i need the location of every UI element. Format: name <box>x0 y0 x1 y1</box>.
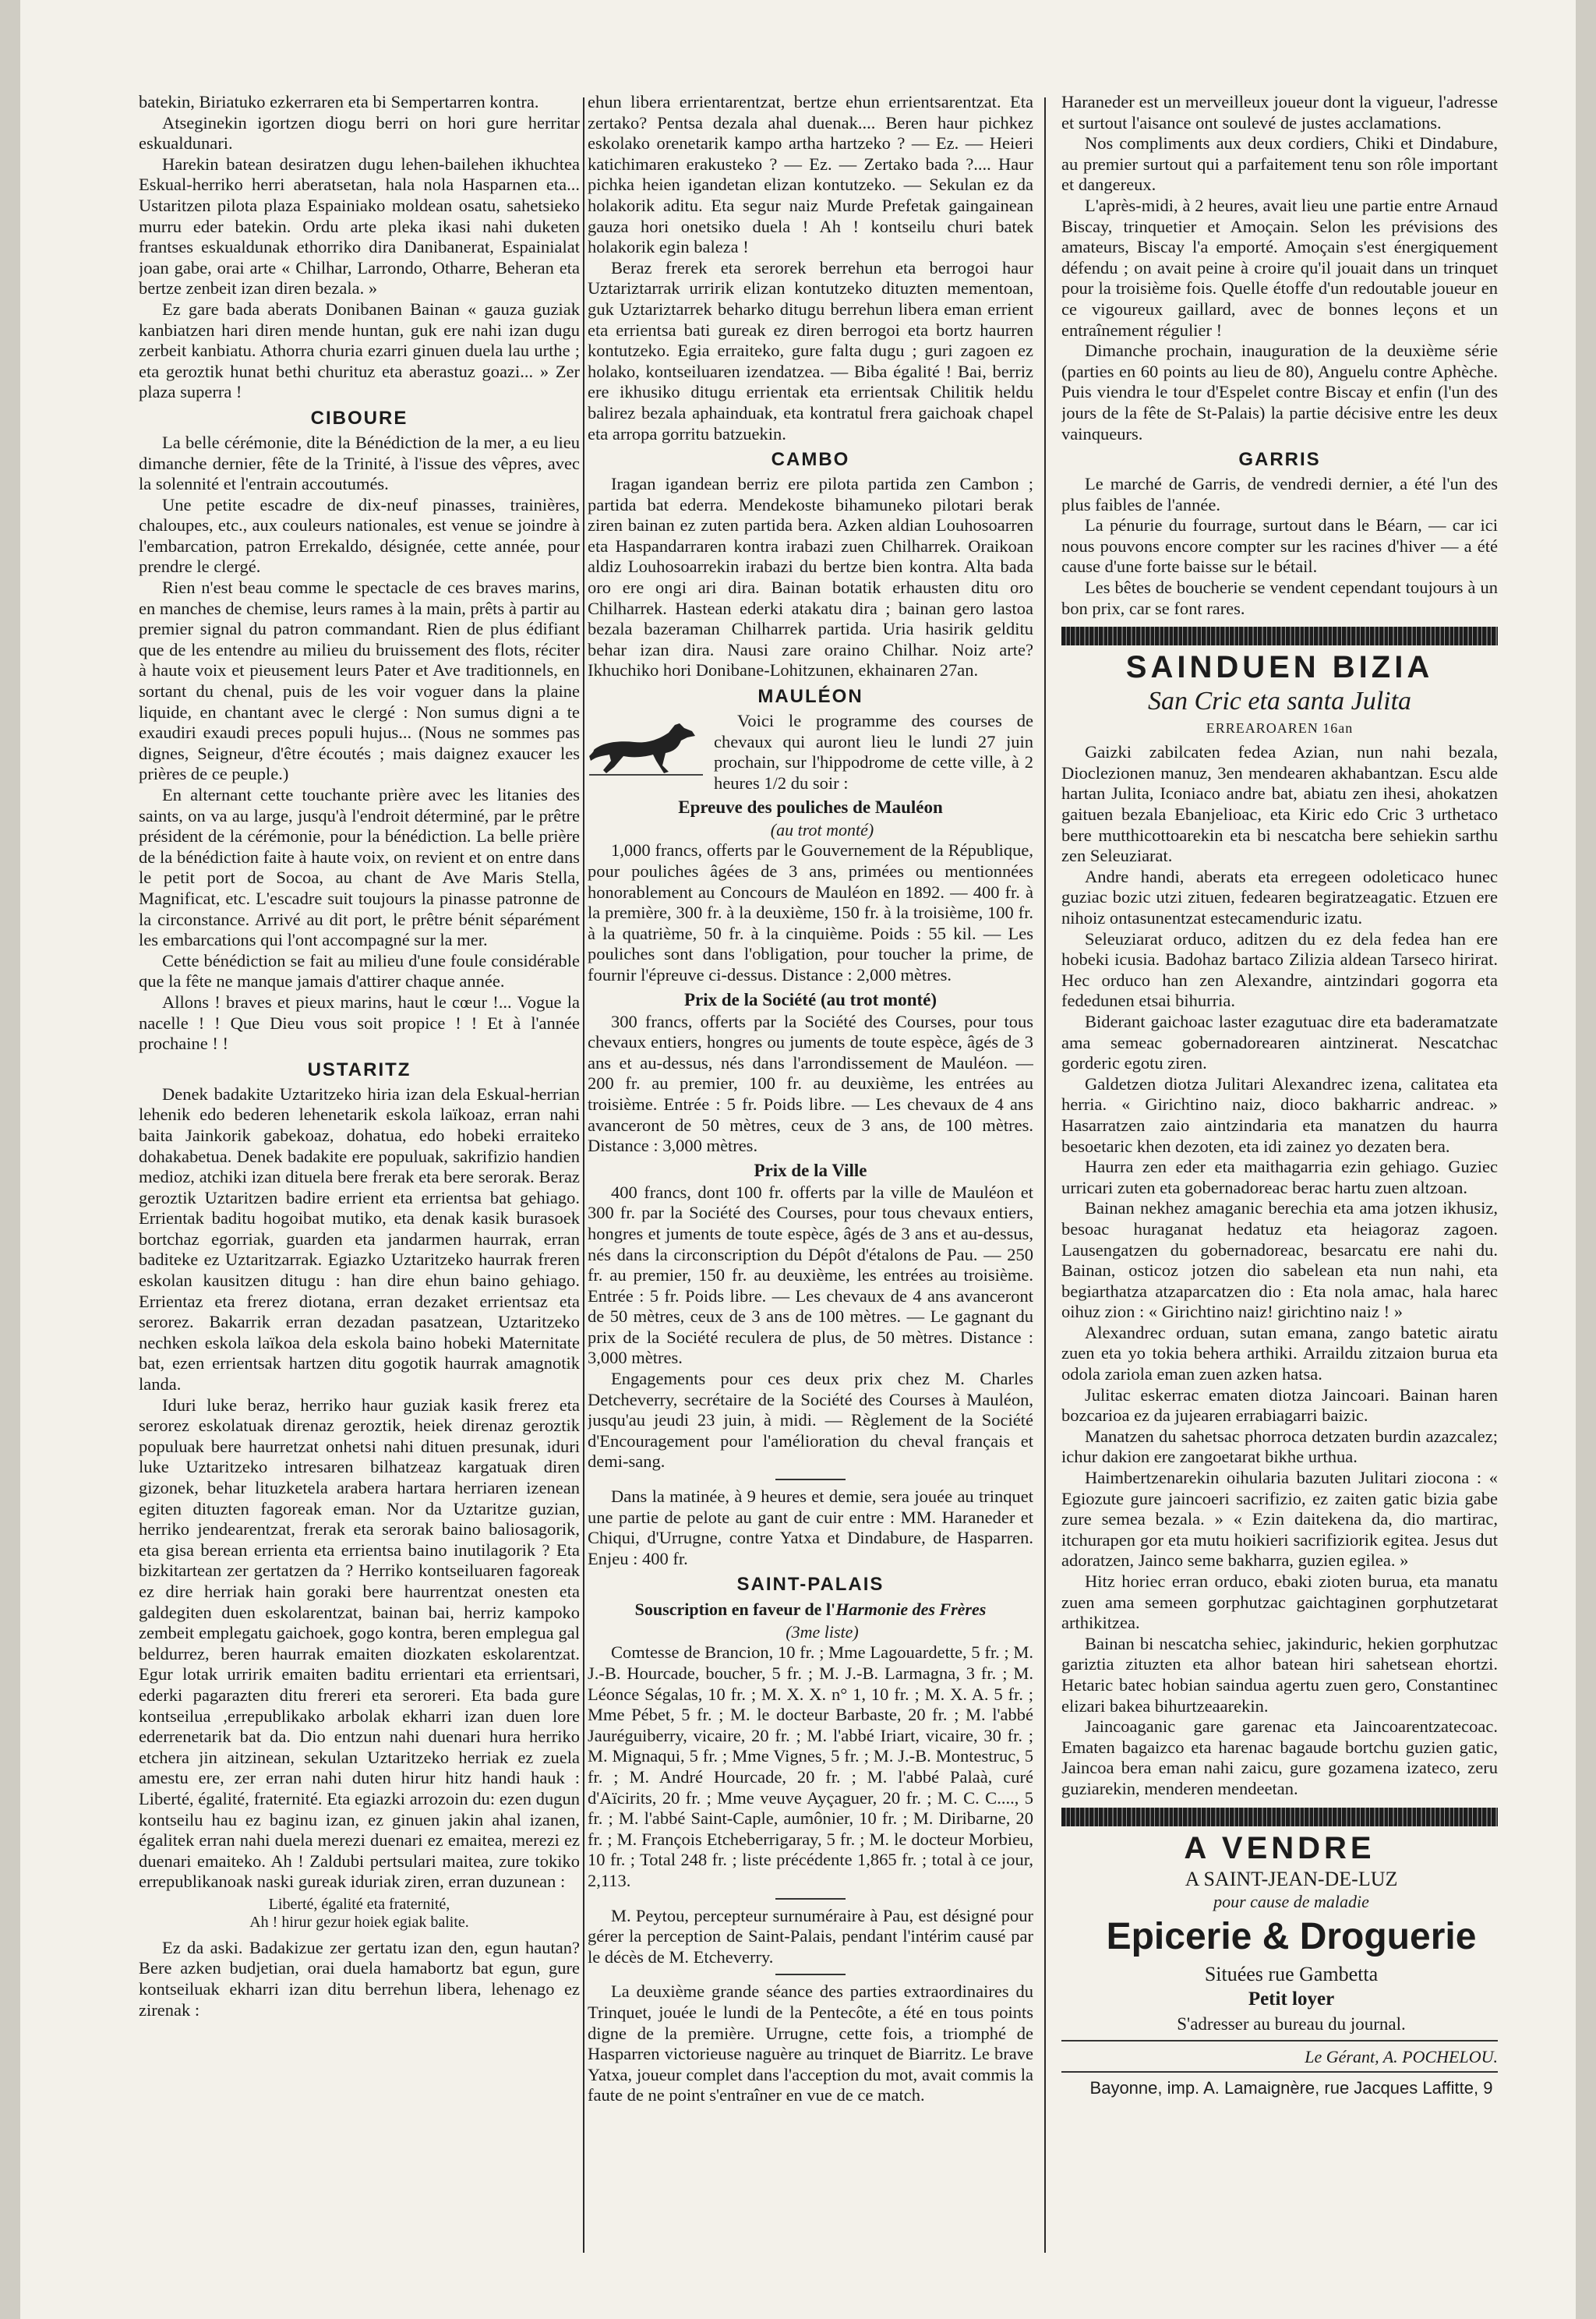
paragraph: Andre handi, aberats eta erregeen odoleticaco hunec guziac bozic utzi zituen, fedearen begiratzeagatic. Etzuen ere nihoiz ontasunentzat estecamenduric izatu. <box>1061 866 1498 928</box>
section-heading-mauleon: MAULÉON <box>757 686 863 708</box>
paragraph: Harekin batean desiratzen dugu lehen-bailehen ikhuchtea Eskual-herriko herri aberatsetan, hala nola Hasparnen eta... Ustaritzen pilota plaza Espainiako moldean osatu, sahetsieko murru eder batekin. Ordu arte pleka ikasi nahi duketen frantses eskualdunak ethorriko dira Danibanerat, Espainialat joan gabe, orai arte « Chilhar, Larrondo, Otharre, Beheran eta bertze zenbeit izan diren bezala. » <box>139 154 580 299</box>
paragraph: Cette bénédiction se fait au milieu d'une foule considérable que la fête ne manque jamais d'attirer chaque année. <box>139 950 580 992</box>
paragraph: Julitac eskerrac ematen diotza Jaincoari. Bainan haren bozcarioa ez da jujearen errabiagarri baizic. <box>1061 1384 1498 1426</box>
printer-imprint: Bayonne, imp. A. Lamaignère, rue Jacques Laffitte, 9 <box>1089 2077 1493 2098</box>
paragraph: ehun libera errientarentzat, bertze ehun errientsarentzat. Eta zertako? Pentsa dezala ahal duenak.... Beren haur pichkez eskolako orenetarik kampo artha hartzeko ? — Ez. — Heieri katichimaren erakusteko ? — Ez. — Zertako bada ?.... Haur pichka heien igandetan elizan kontutzeko. — Sekulan ez da holakorik aditu. Eta segur naiz Murde Prefetak gaingainean gauza hori onetsiko duela ! Ah ! kontseilu churi batek holakorik egin baleza ! <box>588 92 1033 257</box>
advert-location: Situées rue Gambetta <box>1204 1962 1379 1985</box>
paragraph: L'après-midi, à 2 heures, avait lieu une partie entre Arnaud Biscay, trinquetier et Amoçain. Selon les prévisions des amateurs, Biscay l'a emporté. Amoçain s'est énergiquement défendu ; on avait peine à croire qu'il jouait dans un trinquet pour la troisième fois. Quelle étoffe d'un redoutable joueur en ce vigoureux gaillard, avec de bonnes leçons et un entraînement régulier ! <box>1061 195 1498 340</box>
paragraph: La belle cérémonie, dite la Bénédiction de la mer, a eu lieu dimanche dernier, fête de la Trinité, à l'issue des vêpres, avec la solennité et l'entrain accoutumés. <box>139 432 580 494</box>
paragraph: Beraz frerek eta serorek berrehun eta berrogoi haur Uztariztarrak urririk elizan kontutzeko dituzten mementoan, guk Uztariztarrek beharko ditugu berrehun libera eman errient eta errientsa bati gureak ez diren berrogoi eta bortz haurren kontutzeko. Egia erraiteko, gure falta dugu ; guri zagoen ez holako, kontseiluaren izendatzea. — Biba égalité ! Bai, berriz ere ikhusiko ditugu errientak eta errientsak Chilitik heldu balirez bezala aphainduak, eta kontratul frera gaichoak chapel eta arropa gorritu batzuekin. <box>588 257 1033 444</box>
paragraph: Haimbertzenarekin oihularia bazuten Julitari ziocona : « Egiozute gure jaincoeri sacrifizio, ez zaiten gatic bizia gabe zure semea bezala. » « Ezin daitekena da, dio martirac, itchurapen gor eta mutu hoikieri sacrifiziorik egitea. Jesus dut adoratzen, Jainco seme bakharra, guzien egilea. » <box>1061 1468 1498 1571</box>
paragraph: Comtesse de Brancion, 10 fr. ; Mme Lagouardette, 5 fr. ; M. J.-B. Hourcade, boucher, 5 fr. ; M. J.-B. Larmagna, 3 fr. ; M. Léonce Ségalas, 10 fr. ; M. X. X. n° 1, 10 fr. ; M. X. A. 5 fr. ; Mme Pébet, 5 fr. ; M. le docteur Barbaste, 20 fr. ; M. l'abbé Jauréguiberry, vicaire, 20 fr. ; M. l'abbé Iriart, vicaire, 30 fr. ; M. Mignaqui, 5 fr. ; Mme Vignes, 5 fr. ; M. J.-B. Montestruc, 5 fr. ; M. André Hourcade, 20 fr. ; M. l'abbé Palaà, curé d'Aïcirits, 20 fr. ; Mme veuve Ayçaguer, 20 fr. ; M. C. C...., 5 fr. ; M. l'abbé Saint-Caple, aumônier, 10 fr. ; M. Diribarne, 20 fr. ; M. François Etcheberrigaray, 5 fr. ; M. le docteur Morbieu, 10 fr. ; Total 248 fr. ; liste précédente 1,865 fr. ; total à ce jour, 2,113. <box>588 1642 1033 1890</box>
paragraph: Gaizki zabilcaten fedea Azian, nun nahi bezala, Dioclezionen manuz, 3en mendearen akhabantzan. Escu alde hartan Julita, Iconiaco andre bat, abiatu zen ihesi, ahokatzen gaituen bezala Ebanjelioac, eta Kiric edo Cric 3 urthetaco bere mutthicottoarekin eta bi nescatcha bere sehiekin sarthu zen Seleuziarat. <box>1061 742 1498 866</box>
page-edge-right <box>1576 0 1596 2319</box>
paragraph: Bainan nekhez amaganic berechia eta ama jotzen ikhusiz, besoac huraganat hedatuz eta heiagoraz zagoen. Lausengatzen du gobernadoreac, besarcatu ere nahi du. Bainan, osticoz jotzen dio sabelean eta nun nahi, eta begiarthatza atzaparcatzen dio : Eta nola amac, hala harec oihuz zion : « Girichtino naiz! girichtino naiz ! » <box>1061 1198 1498 1322</box>
feast-date: ERREAROAREN 16an <box>1206 720 1354 737</box>
section-heading-cambo: CAMBO <box>771 449 850 471</box>
column-2 <box>588 92 1033 2290</box>
race-title: Prix de la Ville <box>754 1160 867 1180</box>
column-1 <box>139 92 580 2290</box>
subscription-prefix: Souscription en faveur de l' <box>634 1600 836 1620</box>
section-heading-ustaritz: USTARITZ <box>307 1059 411 1080</box>
paragraph: En alternant cette touchante prière avec les litanies des saints, on va au large, jusqu'à l'endroit déterminé, par le prêtre président de la cérémonie, pour la bénédiction. La belle prière de la bénédiction faite à haute voix, on revient et on entre dans le petit port de Socoa, au chant de Ave Maris Stella, Magnificat, etc. L'escadre suit toujours la pinasse patronne de la circonstance. Arrivé au dit port, le prêtre bénit séparément les embarcations qui l'ont accompagné sur la mer. <box>139 785 580 950</box>
advert-title: A VENDRE <box>1184 1830 1375 1865</box>
paragraph: Bainan bi nescatcha sehiec, jakinduric, hekien gorphutzac gariztia zituzten eta alhor batean hiri sahetsean ehortzi. Hetaric batec hobian saindua agertu zuen gero, Constantinec elizari bakea bihurtzeaarekin. <box>1061 1633 1498 1716</box>
paragraph: Haurra zen eder eta maithagarria ezin gehiago. Guziec urricari zuten eta gobernadoreac berac hartu zuen altzoan. <box>1061 1157 1498 1197</box>
paragraph: Jaincoaganic gare garenac eta Jaincoarentzatecoac. Ematen bagaizco eta harenac bagaude bortchu guzien gatic, Jaincoa bera eman nahi zaicu, gure gozamena izateco, zeru guziarekin, menderen mendeetan. <box>1061 1716 1498 1798</box>
imprint-rule <box>1061 2071 1498 2073</box>
verse-line: Liberté, égalité eta fraternité, <box>268 1895 450 1913</box>
paragraph: Atseginekin igortzen diogu berri on hori gure herritar eskualdunari. <box>139 112 580 154</box>
manager-signature: Le Gérant, A. POCHELOU. <box>1305 2046 1498 2066</box>
paragraph: Le marché de Garris, de vendredi dernier, a été l'un des plus faibles de l'année. <box>1061 474 1498 514</box>
column-3 <box>1061 92 1498 2290</box>
separator <box>775 1479 846 1480</box>
paragraph: Iduri luke beraz, herriko haur guziak kasik frerez eta serorez eskolatuak direnaz geroztik, heiek direnaz geroztik populuak bere haurretzat onhetsi nahi dituen presunak, iduri luke Uztaritzeko intresaren bilhatzeaz kargatuak diren gizonek, behar lituzketela arabera hartara herriaren izenean egiten dituzten fagoreak eman. Nor da Uztaritze guzian, herriko jendearentzat, frerak eta serorak baino baliosagorik, eta gisa berean errienta eta errientsa baino inutilagorik ? Eta bizkitartean zer gertatzen da ? Herriko kontseiluaren fagoreak ez dire herriak hain goraki bere haurrentzat onesten eta galdegiten duen eskolarentzat, bainan bai, herriz kampoko zembeit emplegatu gaichoek, gogo kontra, beren emplegua gal beldurrez, beren haurrak emaiten diozkaten eskolarentzat. Egur lotak urririk emaiten baditu errientari eta errientsari, ederki pagarazten ditu frereri eta serorerі. Eta bada gure kontseilua ,errepublikako arbolak ekharri izan duen lore ederrenetarik bat da. Dio entzun nahi duenari hura herriko etchera jin aitzinean, sekulan Uztaritzeko herriak ez zuela amestu ere, zer erran nahi duten hirur hitz handi hauk : Liberté, égalité, fraternité. Eta egiazki arrozoin du: ezen dugun kontseilu hau ez baginu izan, ez ginuen jakin ahal izanen, égalitek erran nahi duela merezi duenari ez emaitea, merezi ez duenari emaiteko. Ah ! Zaldubi pertsulari maitea, zure tokiko errepublikanoak naski gureak iduriak ziren, erran duzunean : <box>139 1395 580 1892</box>
paragraph: M. Peytou, percepteur surnuméraire à Pau, est désigné pour gérer la perception de Saint-Palais, pendant l'intérim causé par le décès de M. Etcheverry. <box>588 1905 1033 1967</box>
paragraph: Les bêtes de boucherie se vendent cependant toujours à un bon prix, car se font rares. <box>1061 578 1498 618</box>
advert-reason: pour cause de maladie <box>1213 1891 1369 1911</box>
page-edge-left <box>0 0 20 2319</box>
list-number: (3me liste) <box>786 1622 859 1642</box>
ornamental-band <box>1061 627 1498 645</box>
paragraph: Manatzen du sahetsac phorroca detzaten burdin azazcalez; ichur dakion ere zangoetarat bikhe urthua. <box>1061 1426 1498 1467</box>
section-heading-garris: GARRIS <box>1238 449 1321 471</box>
paragraph: Nos compliments aux deux cordiers, Chiki et Dindabure, au premier surtout qui a parfaitement tenu son rôle important et dangereux. <box>1061 133 1498 195</box>
verse-line: Ah ! hirur gezur hoiek egiak balite. <box>249 1913 469 1931</box>
paragraph: Denek badakite Uztaritzeko hiria izan dela Eskual-herrian lehenik edo bederen lehenetarik eskola laïkoaz, erran nahi baita Jainkorik gabekoaz, dohatua, edo hobeki erraiteko dohakabetua. Denek badakite ere populuak, sakrifizio handien medioz, atchiki izan dituela bere frerak eta bere serorak. Beraz geroztik Uztaritzen badire errient eta errientsa bat gehiago. Errientak baditu hogoibat mutiko, eta denak kasik burasoek bortchaz egorriak, guarden eta jandarmen haurrak, erran baditeke ez Uztaritzarrak. Egiazko Uztaritzeko haurrak freren eskolan kausitzen ditugu : han dire ehun baino gehiago. Errientaz eta frerez diotana, erran dezaket errientsaz eta serorez. Bakarrik erran dezadan pasatzean, Uztaritzeko nechken eskola laïkoa dela eskola baino hobeki Maternitate bat, ezen errientsak hartzen ditu gogotik haurrak amagnotik landa. <box>139 1083 580 1395</box>
paragraph: La deuxième grande séance des parties extraordinaires du Trinquet, jouée le lundi de la Pentecôte, a été en tous points digne de la première. Urrugne, cette fois, a triomphé de Hasparren victorieuse naguère au trinquet de Biarritz. Le brave Yatxa, joueur complet dans l'acception du mot, avait commis la faute de ne point s'entraîner en vue de ce match. <box>588 1981 1033 2105</box>
paragraph: 1,000 francs, offerts par le Gouvernement de la République, pour pouliches âgées de 3 ans, primées ou mentionnées honorablement au Concours de Mauléon en 1892. — 400 fr. à la première, 300 fr. à la deuxième, 150 fr. à la troisième, 100 fr. à la quatrième, 50 fr. à la cinquième. Poids : 55 kil. — Les pouliches sont dans l'obligation, pour toucher la prime, de fournir l'épreuve ci-dessus. Distance : 2,000 mètres. <box>588 840 1033 985</box>
column-rule-1 <box>583 97 584 2253</box>
paragraph: Une petite escadre de dix-neuf pinasses, trainières, chaloupes, etc., aux couleurs nationales, est venue se joindre à l'embarcation, patron Errekaldo, désignée, cette année, pour prendre le clergé. <box>139 494 580 577</box>
race-title: Epreuve des pouliches de Mauléon <box>678 797 943 818</box>
paragraph: Ez gare bada aberats Donibanen Bainan « gauza guziak kanbiatzen hari diren mende huntan, guk ere nahi izan dugu zerbeit kanbiatu. Athorra churia ezarri ginuen duela lau urthe ; eta geroztik hunat bethi churituz eta aberastuz goazi... » Zer plaza superra ! <box>139 299 580 402</box>
paragraph: 300 francs, offerts par la Société des Courses, pour tous chevaux entiers, hongres ou juments de toute espèce, âgés de 3 ans et au-dessus, nés dans l'arrondissement de Mauléon. — 200 fr. au premier, 100 fr. au deuxième, les entrées au troisième. Entrée : 5 fr. Poids libre. — Les chevaux de 4 ans avanceront de 50 mètres, ceux de 3 ans, de 100 mètres. Distance : 3,000 mètres. <box>588 1011 1033 1156</box>
race-subtitle: (au trot monté) <box>770 820 874 840</box>
race-title: Prix de la Société (au trot monté) <box>683 989 937 1009</box>
paragraph: batekin, Biriatuko ezkerraren eta bi Sempertarren kontra. <box>139 92 539 111</box>
paragraph: Biderant gaichoac laster ezagutuac dire eta baderamatzate ama semeac gobernadorearen aintzinerat. Nescatchac gorderic egotu ziren. <box>1061 1011 1498 1073</box>
paragraph: Engagements pour ces deux prix chez M. Charles Detcheverry, secrétaire de la Société des Courses à Mauléon, jusqu'au jeudi 23 juin, à midi. — Règlement de la Société d'Encouragement pour l'amélioration du cheval français et demi-sang. <box>588 1369 1033 1472</box>
subscription-name: Harmonie des Frères <box>835 1600 987 1620</box>
paragraph: Voici le programme des courses de chevaux qui auront lieu le lundi 27 juin prochain, sur l'hippodrome de cette ville, à 2 heures 1/2 du soir : <box>714 711 1033 793</box>
paragraph: 400 francs, dont 100 fr. offerts par la ville de Mauléon et 300 fr. par la Société des Courses, pour tous chevaux entiers, hongres et juments de toute espèce, âgés de 3 ans et au-dessus, nés dans la circonscription du Dépôt d'étalons de Pau. — 250 fr. au premier, 150 fr. au deuxième, les entrées au troisième. Entrée : 5 fr. Poids libre. — Les chevaux de 4 ans avanceront de 50 mètres, ceux de 3 ans de 100 mètres. — Le gagnant du prix de la Société reculera de plus, de 50 mètres. Distance : 3,000 mètres. <box>588 1182 1033 1368</box>
column-rule-2 <box>1044 97 1046 2253</box>
saint-name: San Cric eta santa Julita <box>1147 687 1412 716</box>
section-heading-saint-palais: SAINT-PALAIS <box>736 1574 885 1596</box>
advert-contact: S'adresser au bureau du journal. <box>1177 2013 1406 2034</box>
paragraph: Hitz horiec erran orduco, ebaki zioten burua, eta manatu zuen ama semeen gorphutzac gaichtaginen gorphutzetarat arthikitzea. <box>1061 1571 1498 1633</box>
paragraph: Dans la matinée, à 9 heures et demie, sera jouée au trinquet une partie de pelote au gant de cuir entre : MM. Haraneder et Chiqui, d'Urrugne, contre Yatxa et Dindabure, de Hasparren. Enjeu : 400 fr. <box>588 1486 1033 1568</box>
section-heading-ciboure: CIBOURE <box>310 407 408 429</box>
paragraph: Galdetzen diotza Julitari Alexandrec izena, calitatea eta herria. « Girichtino naiz, dioco bakharric andreac. » Hasarratzen zaio aintzindaria eta manatzen du haurra besoetaric khen dezoten, eta idi zainez yo dezaten bera. <box>1061 1073 1498 1156</box>
advert-rent: Petit loyer <box>1248 1988 1335 2010</box>
paragraph: Allons ! braves et pieux marins, haut le cœur !... Vogue la nacelle ! ! Que Dieu vous soit propice ! ! Et à l'année prochaine ! ! <box>139 992 580 1054</box>
paragraph: La pénurie du fourrage, surtout dans le Béarn, — car ici nous pouvons encore compter sur les racines d'hiver — a été cause d'une forte baisse sur le bétail. <box>1061 515 1498 577</box>
advert-business: Epicerie & Droguerie <box>1106 1915 1477 1957</box>
subscription-heading <box>588 1599 1033 1620</box>
paragraph: Dimanche prochain, inauguration de la deuxième série (parties en 60 points au lieu de 80), Anguelu contre Aphèche. Puis viendra le tour d'Espelet contre Biscay et enfin (l'un des jours de la fête de St-Palais) la partie décisive entre les deux vainqueurs. <box>1061 341 1498 444</box>
advert-place: A SAINT-JEAN-DE-LUZ <box>1185 1867 1398 1890</box>
section-heading-sainduen-bizia: SAINDUEN BIZIA <box>1125 650 1434 685</box>
ornamental-band <box>1061 1808 1498 1826</box>
mauleon-intro <box>588 711 1033 794</box>
imprint-rule <box>1061 2040 1498 2041</box>
paragraph: Rien n'est beau comme le spectacle de ces braves marins, en manches de chemise, leurs rames à la main, prêts à partir au premier signal du patron commandant. Rien de plus édifiant que de les entendre au milieu du bruissement des flots, réciter à haute voix et pieusement leurs Pater et Ave traditionnels, en sortant du chenal, puis de les voir voguer dans la plaine liquide, en chantant avec le clergé : Non sumus digni a te exaudiri exaudi preces populi hujus... (Nous ne sommes pas dignes, Seigneur, d'être écoutés ; mais daignez exaucer les prières de ce peuple.) <box>139 578 580 784</box>
separator <box>775 1898 846 1900</box>
paragraph: Ez da aski. Badakizue zer gertatu izan den, egun hautan? Bere azken budjetian, orai duela hamabortz bat egun, gure kontseiluak ekharri izan ditu berrehun libera, lehenago ez zirenak : <box>139 1937 580 2020</box>
paragraph: Haraneder est un merveilleux joueur dont la vigueur, l'adresse et surtout l'aisance ont soulevé de justes acclamations. <box>1061 92 1498 133</box>
separator <box>775 1974 846 1975</box>
paragraph: Iragan igandean berriz ere pilota partida zen Cambon ; partida bat ederra. Mendekoste bihamuneko pilotari berak ziren bainan ez zuten partida bera. Azken aldian Louhosoarren eta Haspandarraren kontra irabazi zuen Chilharrek. Oraikoan aldiz Louhosoarrekin irabazi du bertze bien kontra. Alta bada oro ere ongi ari dira. Bainan botatik erhausten ditu oro Chilharrek. Hastean ederki atakatu dira ; bainan gero lastoa bezala bazeraman Chilharrek partida. Uria hasirik gelditu behar izan dira. Nausi zare oraino Chilhar. Noiz arte? Ikhuchiko hori Donibane-Lohitzunen, ekhainaren 27an. <box>588 474 1033 680</box>
racehorse-icon <box>588 711 704 779</box>
paragraph: Alexandrec orduan, sutan emana, zango batetic airatu zuen eta yo tokia behera arthiki. Arraildu zitzaion burua eta odola zariola eman zuen azken hatsa. <box>1061 1322 1498 1384</box>
paragraph: Seleuziarat orduco, aditzen du ez dela fedea han ere hobeki icusia. Badohaz bartaco Zilizia aldean Tarseco hirirat. Hec orduco han zen Alexandre, aintzindari gogorra eta fededunen etsai bihurria. <box>1061 928 1498 1011</box>
